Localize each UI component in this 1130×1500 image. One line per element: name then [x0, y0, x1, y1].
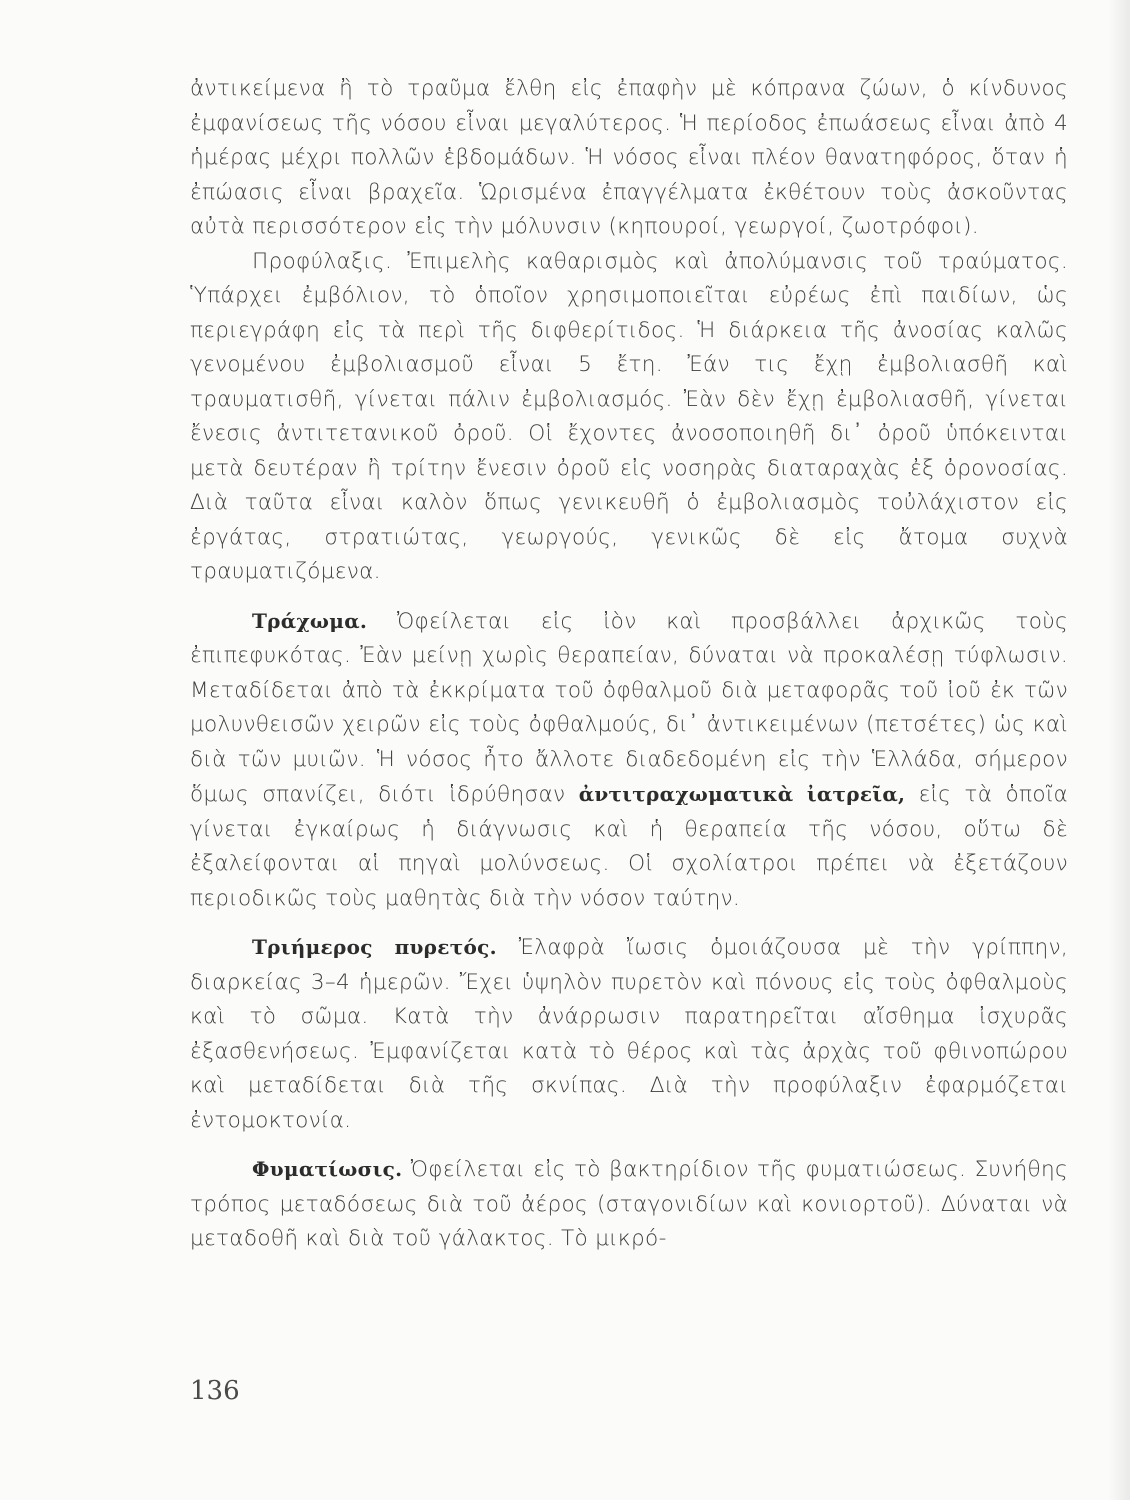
highlight-term: ἀντιτραχωματικὰ ἰατρεῖα,: [578, 782, 906, 806]
section-three-day-fever: [190, 930, 1068, 1138]
page-edge-shadow: [1108, 0, 1130, 1500]
section-text-trachoma-a: Ὀφείλεται εἰς ἰὸν καὶ προσβάλλει ἀρχικῶς τοὺς ἐπιπεφυκότας. Ἐὰν μείνῃ χωρὶς θεραπείαν, δύναται νὰ προκαλέσῃ τύφλωσιν. Μεταδίδεται ἀπὸ τὰ ἐκκρίματα τοῦ ὀφθαλμοῦ διὰ μεταφορᾶς τοῦ ἰοῦ ἐκ τῶν μολυνθεισῶν χειρῶν εἰς τοὺς ὀφθαλμούς, δι᾽ ἀντικειμένων (πετσέτες) ὡς καὶ διὰ τῶν μυιῶν. Ἡ νόσος ἦτο ἄλλοτε διαδεδομένη εἰς τὴν Ἑλλάδα, σήμερον ὅμως σπανίζει, διότι ἱδρύθησαν: [190, 608, 1068, 807]
paragraph-prophylaxis: Προφύλαξις. Ἐπιμελὴς καθαρισμὸς καὶ ἀπολύμανσις τοῦ τραύματος. Ὑπάρχει ἐμβόλιον, τὸ ὁποῖον χρησιμοποιεῖται εὐρέως ἐπὶ παιδίων, ὡς περιεγράφη εἰς τὰ περὶ τῆς διφθερίτιδος. Ἡ διάρκεια τῆς ἀνοσίας καλῶς γενομένου ἐμβολιασμοῦ εἶναι 5 ἔτη. Ἐάν τις ἔχῃ ἐμβολιασθῆ καὶ τραυματισθῆ, γίνεται πάλιν ἐμβολιασμός. Ἐὰν δὲν ἔχῃ ἐμβολιασθῆ, γίνεται ἔνεσις ἀντιτετανικοῦ ὀροῦ. Οἱ ἔχοντες ἀνοσοποιηθῆ δι᾽ ὀροῦ ὑπόκεινται μετὰ δευτέραν ἢ τρίτην ἔνεσιν ὀροῦ εἰς νοσηρὰς διαταραχὰς ἐξ ὀρονοσίας. Διὰ ταῦτα εἶναι καλὸν ὅπως γενικευθῆ ὁ ἐμβολιασμὸς τοὐλάχιστον εἰς ἐργάτας, στρατιώτας, γεωργούς, γενικῶς δὲ εἰς ἄτομα συχνὰ τραυματιζόμενα.: [190, 248, 1068, 584]
section-title-tuberculosis: Φυματίωσις.: [252, 1157, 403, 1181]
section-title-three-day-fever: Τριήμερος πυρετός.: [252, 935, 497, 959]
section-tuberculosis: [190, 1152, 1068, 1257]
page-number: 136: [190, 1376, 240, 1406]
body-text: [190, 72, 1068, 1257]
section-text-three-day-fever: Ἐλαφρὰ ἴωσις ὁμοιάζουσα μὲ τὴν γρίππην, διαρκείας 3–4 ἡμερῶν. Ἔχει ὑψηλὸν πυρετὸν καὶ πόνους εἰς τοὺς ὀφθαλμοὺς καὶ τὸ σῶμα. Κατὰ τὴν ἀνάρρωσιν παρατηρεῖται αἴσθημα ἰσχυρᾶς ἐξασθενήσεως. Ἐμφανίζεται κατὰ τὸ θέρος καὶ τὰς ἀρχὰς τοῦ φθινοπώρου καὶ μεταδίδεται διὰ τῆς σκνίπας. Διὰ τὴν προφύλαξιν ἐφαρμόζεται ἐντομοκτονία.: [190, 935, 1068, 1133]
section-title-trachoma: Τράχωμα.: [252, 608, 368, 633]
section-trachoma: [190, 604, 1068, 917]
section-text-tuberculosis: Ὀφείλεται εἰς τὸ βακτηρίδιον τῆς φυματιώσεως. Συνήθης τρόπος μεταδόσεως διὰ τοῦ ἀέρος (σταγονιδίων καὶ κονιορτοῦ). Δύναται νὰ μεταδοθῆ καὶ διὰ τοῦ γάλακτος. Τὸ μικρό-: [190, 1157, 1068, 1251]
section-text-trachoma-b: εἰς τὰ ὁποῖα γίνεται ἐγκαίρως ἡ διάγνωσις καὶ ἡ θεραπεία τῆς νόσου, οὕτω δὲ ἐξαλείφονται αἱ πηγαὶ μολύνσεως. Οἱ σχολίατροι πρέπει νὰ ἐξετάζουν περιοδικῶς τοὺς μαθητὰς διὰ τὴν νόσον ταύτην.: [190, 782, 1068, 911]
paragraph-continuation: ἀντικείμενα ἢ τὸ τραῦμα ἔλθη εἰς ἐπαφὴν μὲ κόπρανα ζώων, ὁ κίνδυνος ἐμφανίσεως τῆς νόσου εἶναι μεγαλύτερος. Ἡ περίοδος ἐπωάσεως εἶναι ἀπὸ 4 ἡμέρας μέχρι πολλῶν ἑβδομάδων. Ἡ νόσος εἶναι πλέον θανατηφόρος, ὅταν ἡ ἐπώασις εἶναι βραχεῖα. Ὡρισμένα ἐπαγγέλματα ἐκθέτουν τοὺς ἀσκοῦντας αὐτὰ περισσότερον εἰς τὴν μόλυνσιν (κηπουροί, γεωργοί, ζωοτρόφοι).: [190, 76, 1068, 239]
